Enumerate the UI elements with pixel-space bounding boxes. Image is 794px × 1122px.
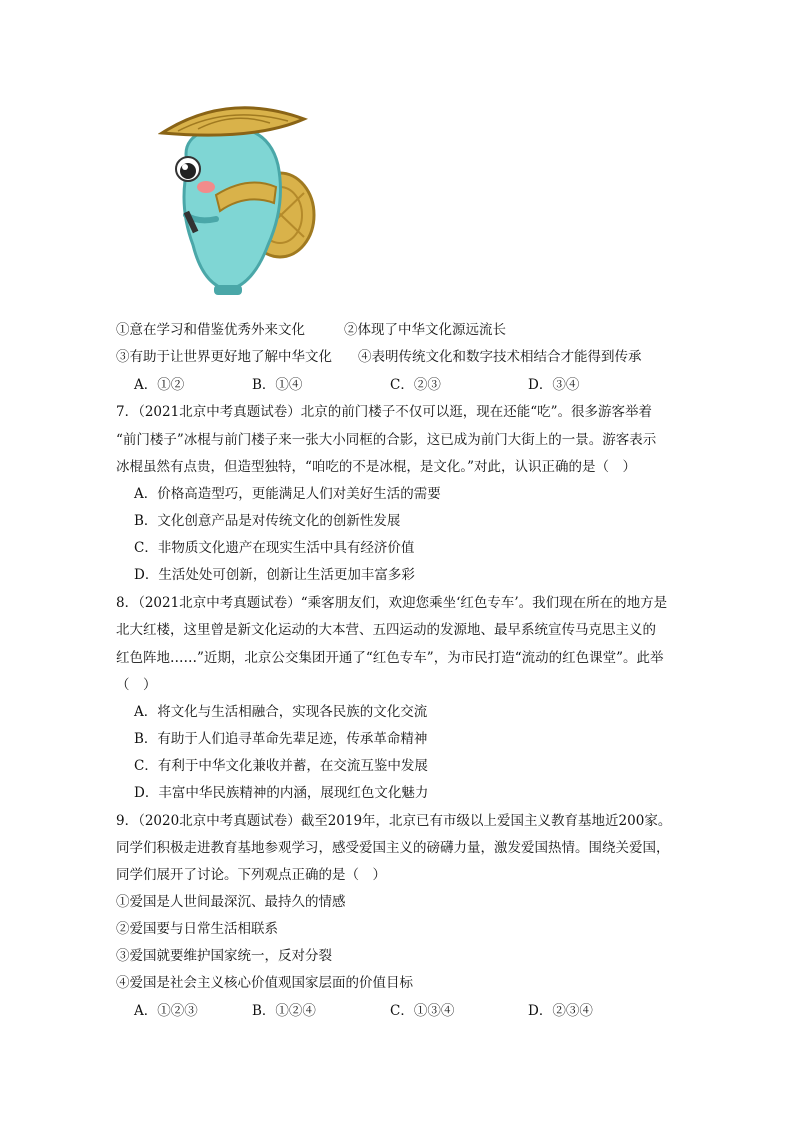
q9-statement-2: ②爱国要与日常生活相联系 xyxy=(116,921,278,937)
q8-stem-line-4: （ ） xyxy=(116,677,157,693)
q8-stem-line-2: 北大红楼，这里曾是新文化运动的大本营、五四运动的发源地、最早系统宣传马克思主义的 xyxy=(116,622,656,638)
q8-stem-line-3: 红色阵地……”近期，北京公交集团开通了“红色专车”，为市民打造“流动的红色课堂”。此举 xyxy=(116,650,664,666)
q6-option-c[interactable]: C．②③ xyxy=(390,377,441,393)
q6-option-b[interactable]: B．①④ xyxy=(252,377,303,393)
q6-statement-4: ④表明传统文化和数字技术相结合才能得到传承 xyxy=(358,349,642,365)
q8-option-c[interactable]: C．有利于中华文化兼收并蓄，在交流互鉴中发展 xyxy=(134,758,428,774)
q9-statement-4: ④爱国是社会主义核心价值观国家层面的价值目标 xyxy=(116,975,413,991)
q9-statement-1: ①爱国是人世间最深沉、最持久的情感 xyxy=(116,894,346,910)
q9-stem-line-2: 同学们积极走进教育基地参观学习，感受爱国主义的磅礴力量，激发爱国热情。围绕关爱国， xyxy=(116,840,670,856)
q7-stem-line-3: 冰棍虽然有点贵，但造型独特，“咱吃的不是冰棍，是文化。”对此，认识正确的是（ ） xyxy=(116,459,637,475)
q6-statement-1: ①意在学习和借鉴优秀外来文化 xyxy=(116,322,305,338)
q9-option-d[interactable]: D．②③④ xyxy=(528,1003,593,1019)
q7-stem-line-1: 7．（2021北京中考真题试卷）北京的前门楼子不仅可以逛，现在还能“吃”。很多游客举着 xyxy=(116,404,652,420)
mascot-illustration xyxy=(158,95,328,305)
q6-statement-2: ②体现了中华文化源远流长 xyxy=(344,322,506,338)
q8-option-a[interactable]: A．将文化与生活相融合，实现各民族的文化交流 xyxy=(134,704,428,720)
q8-option-d[interactable]: D．丰富中华民族精神的内涵，展现红色文化魅力 xyxy=(134,785,429,801)
q8-stem-line-1: 8．（2021北京中考真题试卷）“乘客朋友们，欢迎您乘坐‘红色专车’。我们现在所在的地方是 xyxy=(116,595,668,611)
q9-option-c[interactable]: C．①③④ xyxy=(390,1003,455,1019)
q7-option-d[interactable]: D．生活处处可创新，创新让生活更加丰富多彩 xyxy=(134,567,415,583)
q9-option-a[interactable]: A．①②③ xyxy=(134,1003,198,1019)
q9-statement-3: ③爱国就要维护国家统一，反对分裂 xyxy=(116,948,332,964)
q8-option-b[interactable]: B．有助于人们追寻革命先辈足迹，传承革命精神 xyxy=(134,731,428,747)
q7-option-c[interactable]: C．非物质文化遗产在现实生活中具有经济价值 xyxy=(134,540,415,556)
q7-stem-line-2: “前门楼子”冰棍与前门楼子来一张大小同框的合影，这已成为前门大街上的一景。游客表示 xyxy=(116,432,657,448)
q6-option-d[interactable]: D．③④ xyxy=(528,377,580,393)
q9-option-b[interactable]: B．①②④ xyxy=(252,1003,316,1019)
q9-stem-line-1: 9．（2020北京中考真题试卷）截至2019年，北京已有市级以上爱国主义教育基地近200家。 xyxy=(116,813,672,829)
q7-option-b[interactable]: B．文化创意产品是对传统文化的创新性发展 xyxy=(134,513,401,529)
q6-option-a[interactable]: A．①② xyxy=(134,377,185,393)
q9-stem-line-3: 同学们展开了讨论。下列观点正确的是（ ） xyxy=(116,867,386,883)
q6-statement-3: ③有助于让世界更好地了解中华文化 xyxy=(116,349,332,365)
q7-option-a[interactable]: A．价格高造型巧，更能满足人们对美好生活的需要 xyxy=(134,486,441,502)
